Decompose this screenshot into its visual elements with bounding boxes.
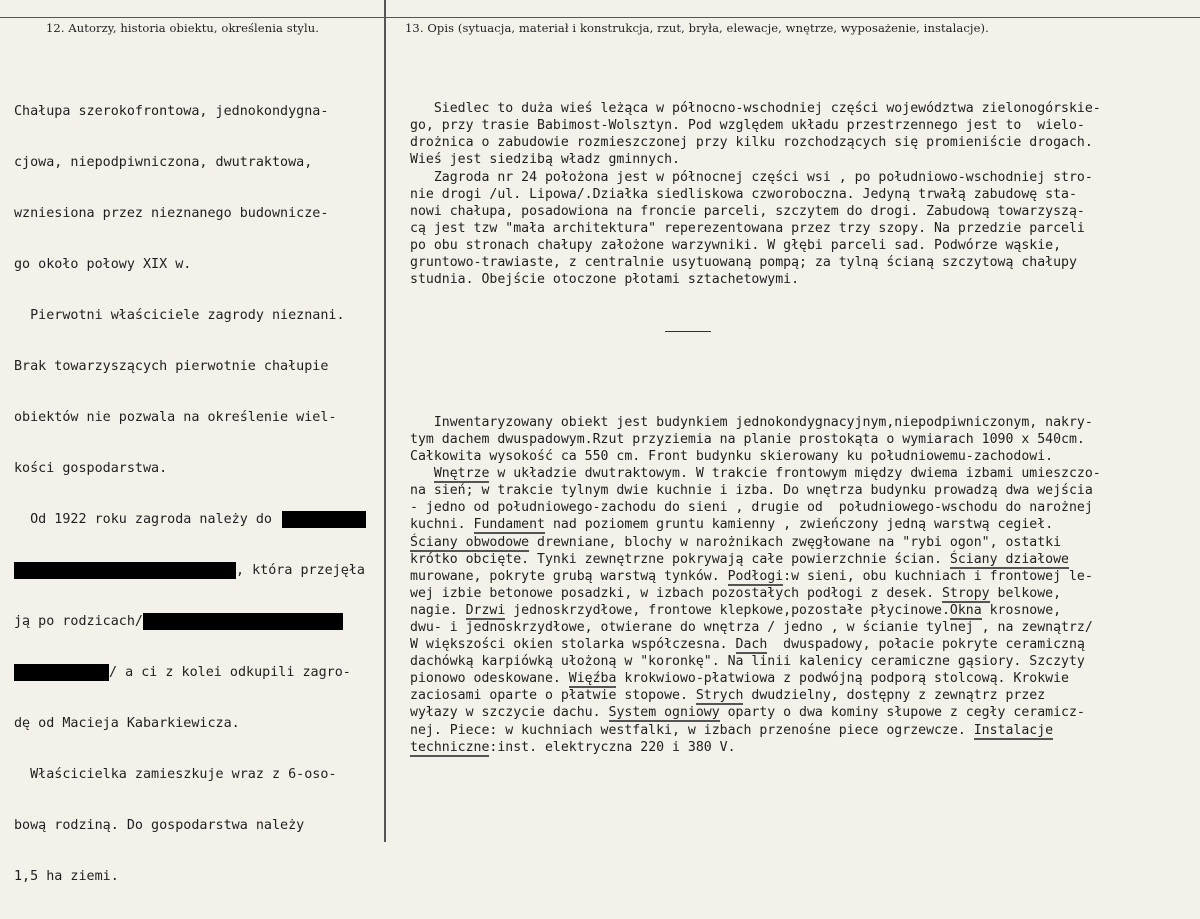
description-line: studnia. Obejście otoczone płotami sztachetowymi. bbox=[410, 272, 800, 288]
description-line: kuchni. Fundament nad poziomem gruntu kamienny , zwieńczony jedną warstwą cegieł. bbox=[410, 517, 1054, 533]
description-line: drożnica o zabudowie rozmieszczonej przy kilku rozchodzących się promieniście drogach. bbox=[410, 135, 1093, 151]
column-divider bbox=[384, 0, 386, 842]
history-line bbox=[14, 664, 382, 681]
description-line: wej izbie betonowe posadzki, w izbach pozostałych podłogi z desek. Stropy belkowe, bbox=[410, 585, 1062, 601]
history-line: kości gospodarstwa. bbox=[14, 461, 168, 476]
history-column bbox=[14, 69, 382, 919]
underlined-term: Wnętrze bbox=[433, 466, 490, 482]
history-line: Właścicielka zamieszkuje wraz z 6-oso- bbox=[14, 767, 337, 782]
history-line: obiektów nie pozwala na określenie wiel- bbox=[14, 410, 337, 425]
redaction-bar bbox=[14, 664, 109, 681]
description-line: Wieś jest siedzibą władz gminnych. bbox=[410, 152, 680, 168]
description-line: dwu- i jednoskrzydłowe, otwierane do wnętrza / jedno , w ścianie tylnej , na zewnątrz/ bbox=[410, 620, 1093, 635]
underlined-term: Więźba bbox=[568, 671, 617, 687]
description-line: Całkowita wysokość ca 550 cm. Front budynku skierowany ku południowemu-zachodowi. bbox=[410, 449, 1054, 465]
description-line: gruntowo-trawiaste, z centralnie usytuowaną pompą; za tylną ścianą szczytową chałupy bbox=[410, 255, 1077, 271]
history-line: Pierwotni właściciele zagrody nieznani. bbox=[14, 308, 345, 323]
underlined-term: Strych bbox=[695, 688, 744, 704]
history-text: , która przejęła bbox=[236, 563, 365, 578]
description-line: na sień; w trakcie tylnym dwie kuchnie i izba. Do wnętrza budynku prowadzą dwa wejścia bbox=[410, 483, 1093, 499]
description-line: pionowo odeskowane. Więźba krokwiowo-płatwiowa z podwójną podporą stolcową. Krokwie bbox=[410, 671, 1069, 687]
underlined-term: Ściany obwodowe bbox=[410, 534, 530, 550]
description-line: nagie. Drzwi jednoskrzydłowe, frontowe klepkowe,pozostałe płycinowe.Okna krosnowe, bbox=[410, 602, 1062, 618]
history-line: dę od Macieja Kabarkiewicza. bbox=[14, 716, 240, 731]
description-line: Ściany obwodowe drewniane, blochy w narożnikach zwęgłowane na "rybi ogon", ostatki bbox=[410, 534, 1062, 550]
description-line: zaciosami oparte o płatwie stopowe. Strych dwudzielny, dostępny z zewnątrz przez bbox=[410, 688, 1046, 704]
history-line: wzniesiona przez nieznanego budowniczе- bbox=[14, 206, 329, 221]
description-line: - jedno od południowego-zachodu do sieni , drugie od południowego-wschodu do narożnej bbox=[410, 500, 1093, 516]
paragraph-separator bbox=[410, 322, 1200, 339]
history-text: ją po rodzicach/ bbox=[14, 614, 143, 629]
history-line: cjowa, niepodpiwniczona, dwutraktowa, bbox=[14, 155, 313, 170]
underlined-term: Instalacje bbox=[973, 722, 1054, 738]
description-line: cą jest tzw "mała architektura" reperezentowana przez trzy szopy. Na przedzie parceli bbox=[410, 220, 1085, 236]
description-line: murowane, pokryte grubą warstwą tynków. Podłogi:w sieni, obu kuchniach i frontowej le- bbox=[410, 568, 1093, 584]
history-line: 1,5 ha ziemi. bbox=[14, 869, 119, 884]
description-line: Wnętrze w układzie dwutraktowym. W trakcie frontowym między dwiema izbami umieszczo- bbox=[433, 466, 1101, 482]
description-line: go, przy trasie Babimost-Wolsztyn. Pod względem układu przestrzennego jest to wielo- bbox=[410, 118, 1085, 134]
top-rule bbox=[0, 17, 1200, 18]
description-line: Siedlec to duża wieś leżąca w północno-wschodniej części województwa zielonogórskie- bbox=[410, 101, 1101, 117]
description-line: nej. Piece: w kuchniach westfalki, w izbach przenośne piece ogrzewcze. Instalacje bbox=[410, 722, 1054, 738]
redaction-bar bbox=[143, 613, 343, 630]
history-line: go około połowy XIX w. bbox=[14, 257, 192, 272]
underlined-term: Stropy bbox=[941, 585, 990, 601]
history-line: Brak towarzyszących pierwotnie chałupie bbox=[14, 359, 329, 374]
description-line: Inwentaryzowany obiekt jest budynkiem jednokondygnacyjnym,niepodpiwniczonym, nakry- bbox=[410, 414, 1093, 430]
history-line: bową rodziną. Do gospodarstwa należy bbox=[14, 818, 305, 833]
history-line bbox=[14, 511, 382, 528]
situation-paragraph bbox=[410, 100, 1200, 288]
description-line: wyłazy w szczycie dachu. System ogniowy oparty o dwa kominy słupowe z cegły ceramicz- bbox=[410, 705, 1085, 721]
description-line: W większości okien stolarka współczesna. Dach dwuspadowy, połacie pokryte ceramiczną bbox=[410, 637, 1085, 653]
history-line bbox=[14, 613, 382, 630]
spacer bbox=[410, 374, 1200, 380]
description-line: Zagroda nr 24 położona jest w północnej części wsi , po południowo-wschodniej stro- bbox=[410, 169, 1093, 185]
history-line: Chałupa szerokofrontowa, jednokondygna- bbox=[14, 104, 329, 119]
description-line: krótko obcięte. Tynki zewnętrzne pokrywają całe powierzchnie ścian. Ściany działowe bbox=[410, 551, 1069, 567]
description-line: nowi chałupa, posadowiona na froncie parceli, szczytem do drogi. Zabudową towarzyszą- bbox=[410, 203, 1085, 219]
description-column bbox=[410, 66, 1200, 790]
underlined-term: Drzwi bbox=[465, 602, 506, 618]
underlined-term: Fundament bbox=[473, 517, 545, 533]
history-text: Od 1922 roku zagroda należy do bbox=[14, 512, 272, 527]
underlined-term: Podłogi bbox=[727, 568, 784, 584]
underlined-term: techniczne bbox=[410, 739, 490, 755]
redaction-bar bbox=[14, 562, 236, 579]
description-line: dachówką karpiówką ułożoną w "koronkę". Na linii kalenicy ceramiczne gąsiory. Szczyty bbox=[410, 654, 1085, 670]
section-13-heading: 13. Opis (sytuacja, materiał i konstrukcja, rzut, bryła, elewacje, wnętrze, wyposażenie, instalacje). bbox=[405, 21, 989, 35]
description-line: tym dachem dwuspadowym.Rzut przyziemia na planie prostokąta o wymiarach 1090 x 540cm. bbox=[410, 431, 1085, 447]
description-line: po obu stronach chałupy założone warzywniki. W głębi parceli sad. Podwórze wąskie, bbox=[410, 237, 1062, 253]
underlined-term: Ściany działowe bbox=[949, 551, 1069, 567]
history-line bbox=[14, 562, 382, 579]
construction-paragraph bbox=[410, 414, 1200, 756]
section-12-heading: 12. Autorzy, historia obiektu, określenia stylu. bbox=[46, 21, 320, 35]
history-text: / a ci z kolei odkupili zagro- bbox=[109, 665, 351, 680]
description-line: techniczne:inst. elektryczna 220 i 380 V. bbox=[410, 739, 736, 755]
description-line: nie drogi /ul. Lipowa/.Działka siedliskowa czworoboczna. Jedyną trwałą zabudowę sta- bbox=[410, 186, 1077, 202]
underlined-term: System ogniowy bbox=[608, 705, 720, 721]
underlined-term: Dach bbox=[735, 637, 768, 653]
underlined-term: Okna bbox=[949, 602, 982, 618]
redaction-bar bbox=[282, 511, 366, 528]
